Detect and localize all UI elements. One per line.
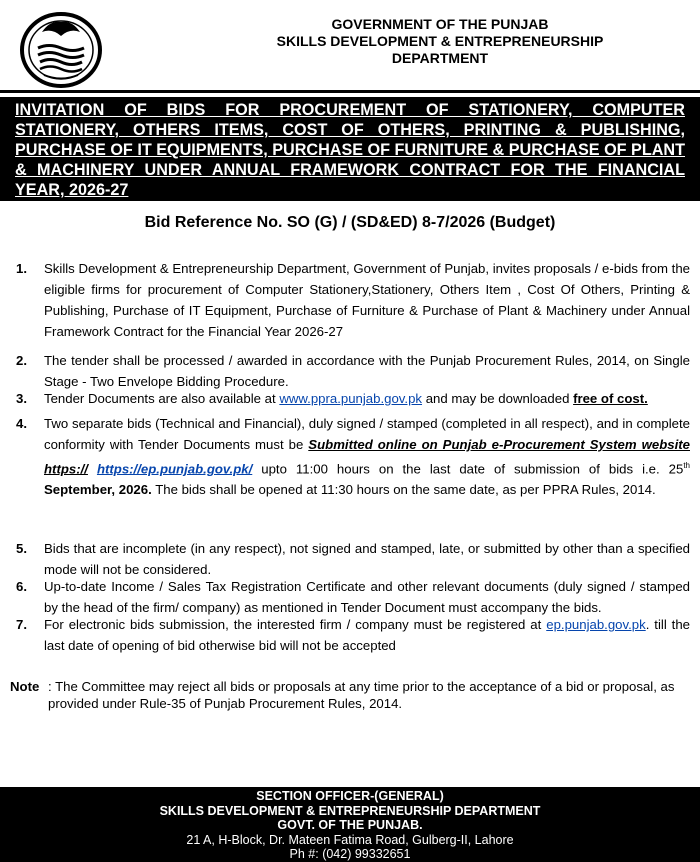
submission-instruction: Submitted online on Punjab e-Procurement System website https:// [44, 437, 690, 477]
submission-date: September, 2026. [44, 482, 152, 498]
clause-number: 4. [16, 416, 27, 431]
header-divider [0, 90, 700, 93]
clause-text-part: The bids shall be opened at 11:30 hours on the same date, as per PPRA Rules, 2014. [151, 482, 656, 498]
signature-text [0, 789, 700, 862]
banner-title: INVITATION OF BIDS FOR PROCUREMENT OF STATIONERY, COMPUTER STATIONERY, OTHERS ITEMS, COST OF OTHERS, PRINTING & PUBLISHING, PURCHASE OF IT EQUIPMENTS, PURCHASE OF FURNITURE & PURCHASE OF PLANT & MACHINERY UNDER ANNUAL FRAMEWORK CONTRACT FOR THE FINANCIAL YEAR, 2026-27 [15, 101, 686, 199]
clause-text-part: and may be downloaded [422, 391, 574, 406]
clause-text [44, 388, 690, 409]
ep-punjab-link[interactable]: ep.punjab.gov.pk [546, 617, 646, 632]
letterhead [0, 0, 700, 94]
heading-line-department-2: DEPARTMENT [391, 50, 489, 66]
clause-text-part: upto 11:00 hours on the last date of submission of bids i.e. 25 [252, 461, 684, 477]
signatory-title: SECTION OFFICER-(GENERAL) [256, 789, 444, 803]
clause-number: 6. [16, 579, 27, 594]
clause-number: 2. [16, 353, 27, 368]
clause-text: Bids that are incomplete (in any respect), not signed and stamped, late, or submitted by other than a specified mode will not be considered. [44, 541, 690, 577]
clause-text [44, 413, 690, 500]
office-address: 21 A, H-Block, Dr. Mateen Fatima Road, Gulberg-II, Lahore [186, 832, 514, 847]
clause-number: 5. [16, 541, 27, 556]
clause-text-part: Tender Documents are also available at [44, 391, 280, 406]
clause-text-part: Two separate bids (Technical and Financial), duly signed / stamped (completed in all respect), and in complete conformity with Tender Documents must be [44, 416, 690, 452]
clause-number: 7. [16, 617, 27, 632]
free-of-cost-text: free of cost. [573, 391, 648, 406]
signatory-department: SKILLS DEVELOPMENT & ENTREPRENEURSHIP DEPARTMENT [159, 803, 541, 818]
bid-reference: Bid Reference No. SO (G) / (SD&ED) 8-7/2026 (Budget) [144, 214, 556, 231]
ppra-website-link[interactable]: www.ppra.punjab.gov.pk [279, 391, 423, 406]
note-label: Note [10, 679, 40, 694]
clause-text-part: . till the last date of opening of bid otherwise bid will not be accepted [44, 617, 691, 653]
clause-text-part: For electronic bids submission, the interested firm / company must be registered at [44, 617, 547, 632]
clause-number: 3. [16, 391, 27, 406]
clause-text: Up-to-date Income / Sales Tax Registration Certificate and other relevant documents (duly signed / stamped by the head of the firm/ company) as mentioned in Tender Document must accompany the bids. [44, 579, 690, 615]
heading-line-government: GOVERNMENT OF THE PUNJAB [331, 16, 549, 32]
clause-text: The tender shall be processed / awarded in accordance with the Punjab Procurement Rules, 2014, on Single Stage - Two Envelope Bidding Procedure. [44, 353, 690, 389]
e-procurement-link[interactable]: https://ep.punjab.gov.pk/ [96, 461, 253, 477]
clause-text [44, 614, 690, 656]
date-ordinal: th [683, 461, 690, 470]
department-heading [185, 16, 695, 67]
signatory-government: GOVT. OF THE PUNJAB. [277, 818, 423, 832]
clause-number: 1. [16, 261, 27, 276]
office-phone: Ph #: (042) 99332651 [289, 847, 411, 861]
punjab-government-seal-icon [20, 12, 102, 88]
clause-text: Skills Development & Entrepreneurship Department, Government of Punjab, invites proposals / e-bids from the eligible firms for procurement of Computer Stationery,Stationery, Others Item , Cost Of Others, Printing & Publishing, Purchase of IT Equipment, Purchase of Furniture & Purchase of Plant & Machinery under Annual Framework Contract for the Financial Year 2026-27 [44, 261, 690, 339]
note-text: : The Committee may reject all bids or proposals at any time prior to the acceptance of a bid or proposal, as provided under Rule-35 of Punjab Procurement Rules, 2014. [48, 679, 675, 711]
heading-line-department: SKILLS DEVELOPMENT & ENTREPRENEURSHIP [276, 33, 604, 49]
